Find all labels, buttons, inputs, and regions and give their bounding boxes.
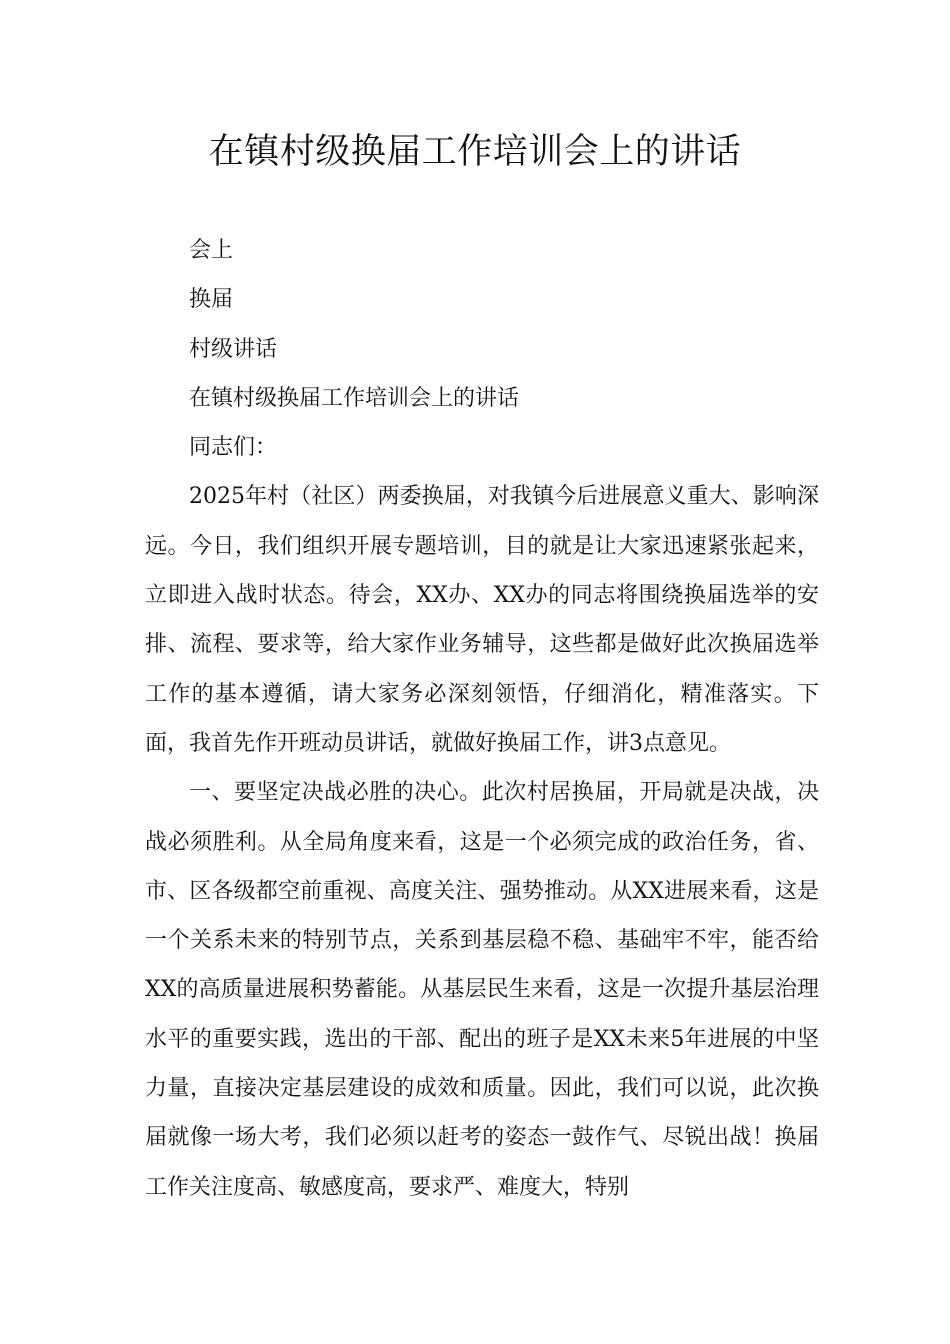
document-title: 在镇村级换届工作培训会上的讲话 — [208, 132, 742, 172]
keyword-line: 换届 — [189, 287, 234, 313]
body-paragraph: 一、要坚定决战必胜的决心。此次村居换届，开局就是决战，决战必须胜利。从全局角度来看，这是一个必须完成的政治任务，省、市、区各级都空前重视、高度关注、强势推动。从XX进展来看，这是一个关系未来的特别节点，关系到基层稳不稳、基础牢不牢，能否给XX的高质量进展积势蓄能。从基层民生来看，这是一次提升基层治理水平的重要实践，选出的干部、配出的班子是XX未来5年进展的中坚力量，直接决定基层建设的成效和质量。因此，我们可以说，此次换届就像一场大考，我们必须以赶考的姿态一鼓作气、尽锐出战！换届工作关注度高、敏感度高，要求严、难度大，特别 — [145, 780, 819, 1200]
speech-subtitle: 在镇村级换届工作培训会上的讲话 — [189, 385, 520, 411]
keyword-line: 会上 — [189, 238, 234, 263]
keyword-line: 村级讲话 — [189, 336, 278, 362]
document-body — [145, 226, 819, 1212]
salutation: 同志们： — [189, 435, 278, 461]
body-paragraph: 2025年村（社区）两委换届，对我镇今后进展意义重大、影响深远。今日，我们组织开展专题培训，目的就是让大家迅速紧张起来，立即进入战时状态。待会，XX办、XX办的同志将围绕换届选举的安排、流程、要求等，给大家作业务辅导，这些都是做好此次换届选举工作的基本遵循，请大家务必深刻领悟，仔细消化，精准落实。下面，我首先作开班动员讲话，就做好换届工作，讲3点意见。 — [145, 484, 819, 756]
